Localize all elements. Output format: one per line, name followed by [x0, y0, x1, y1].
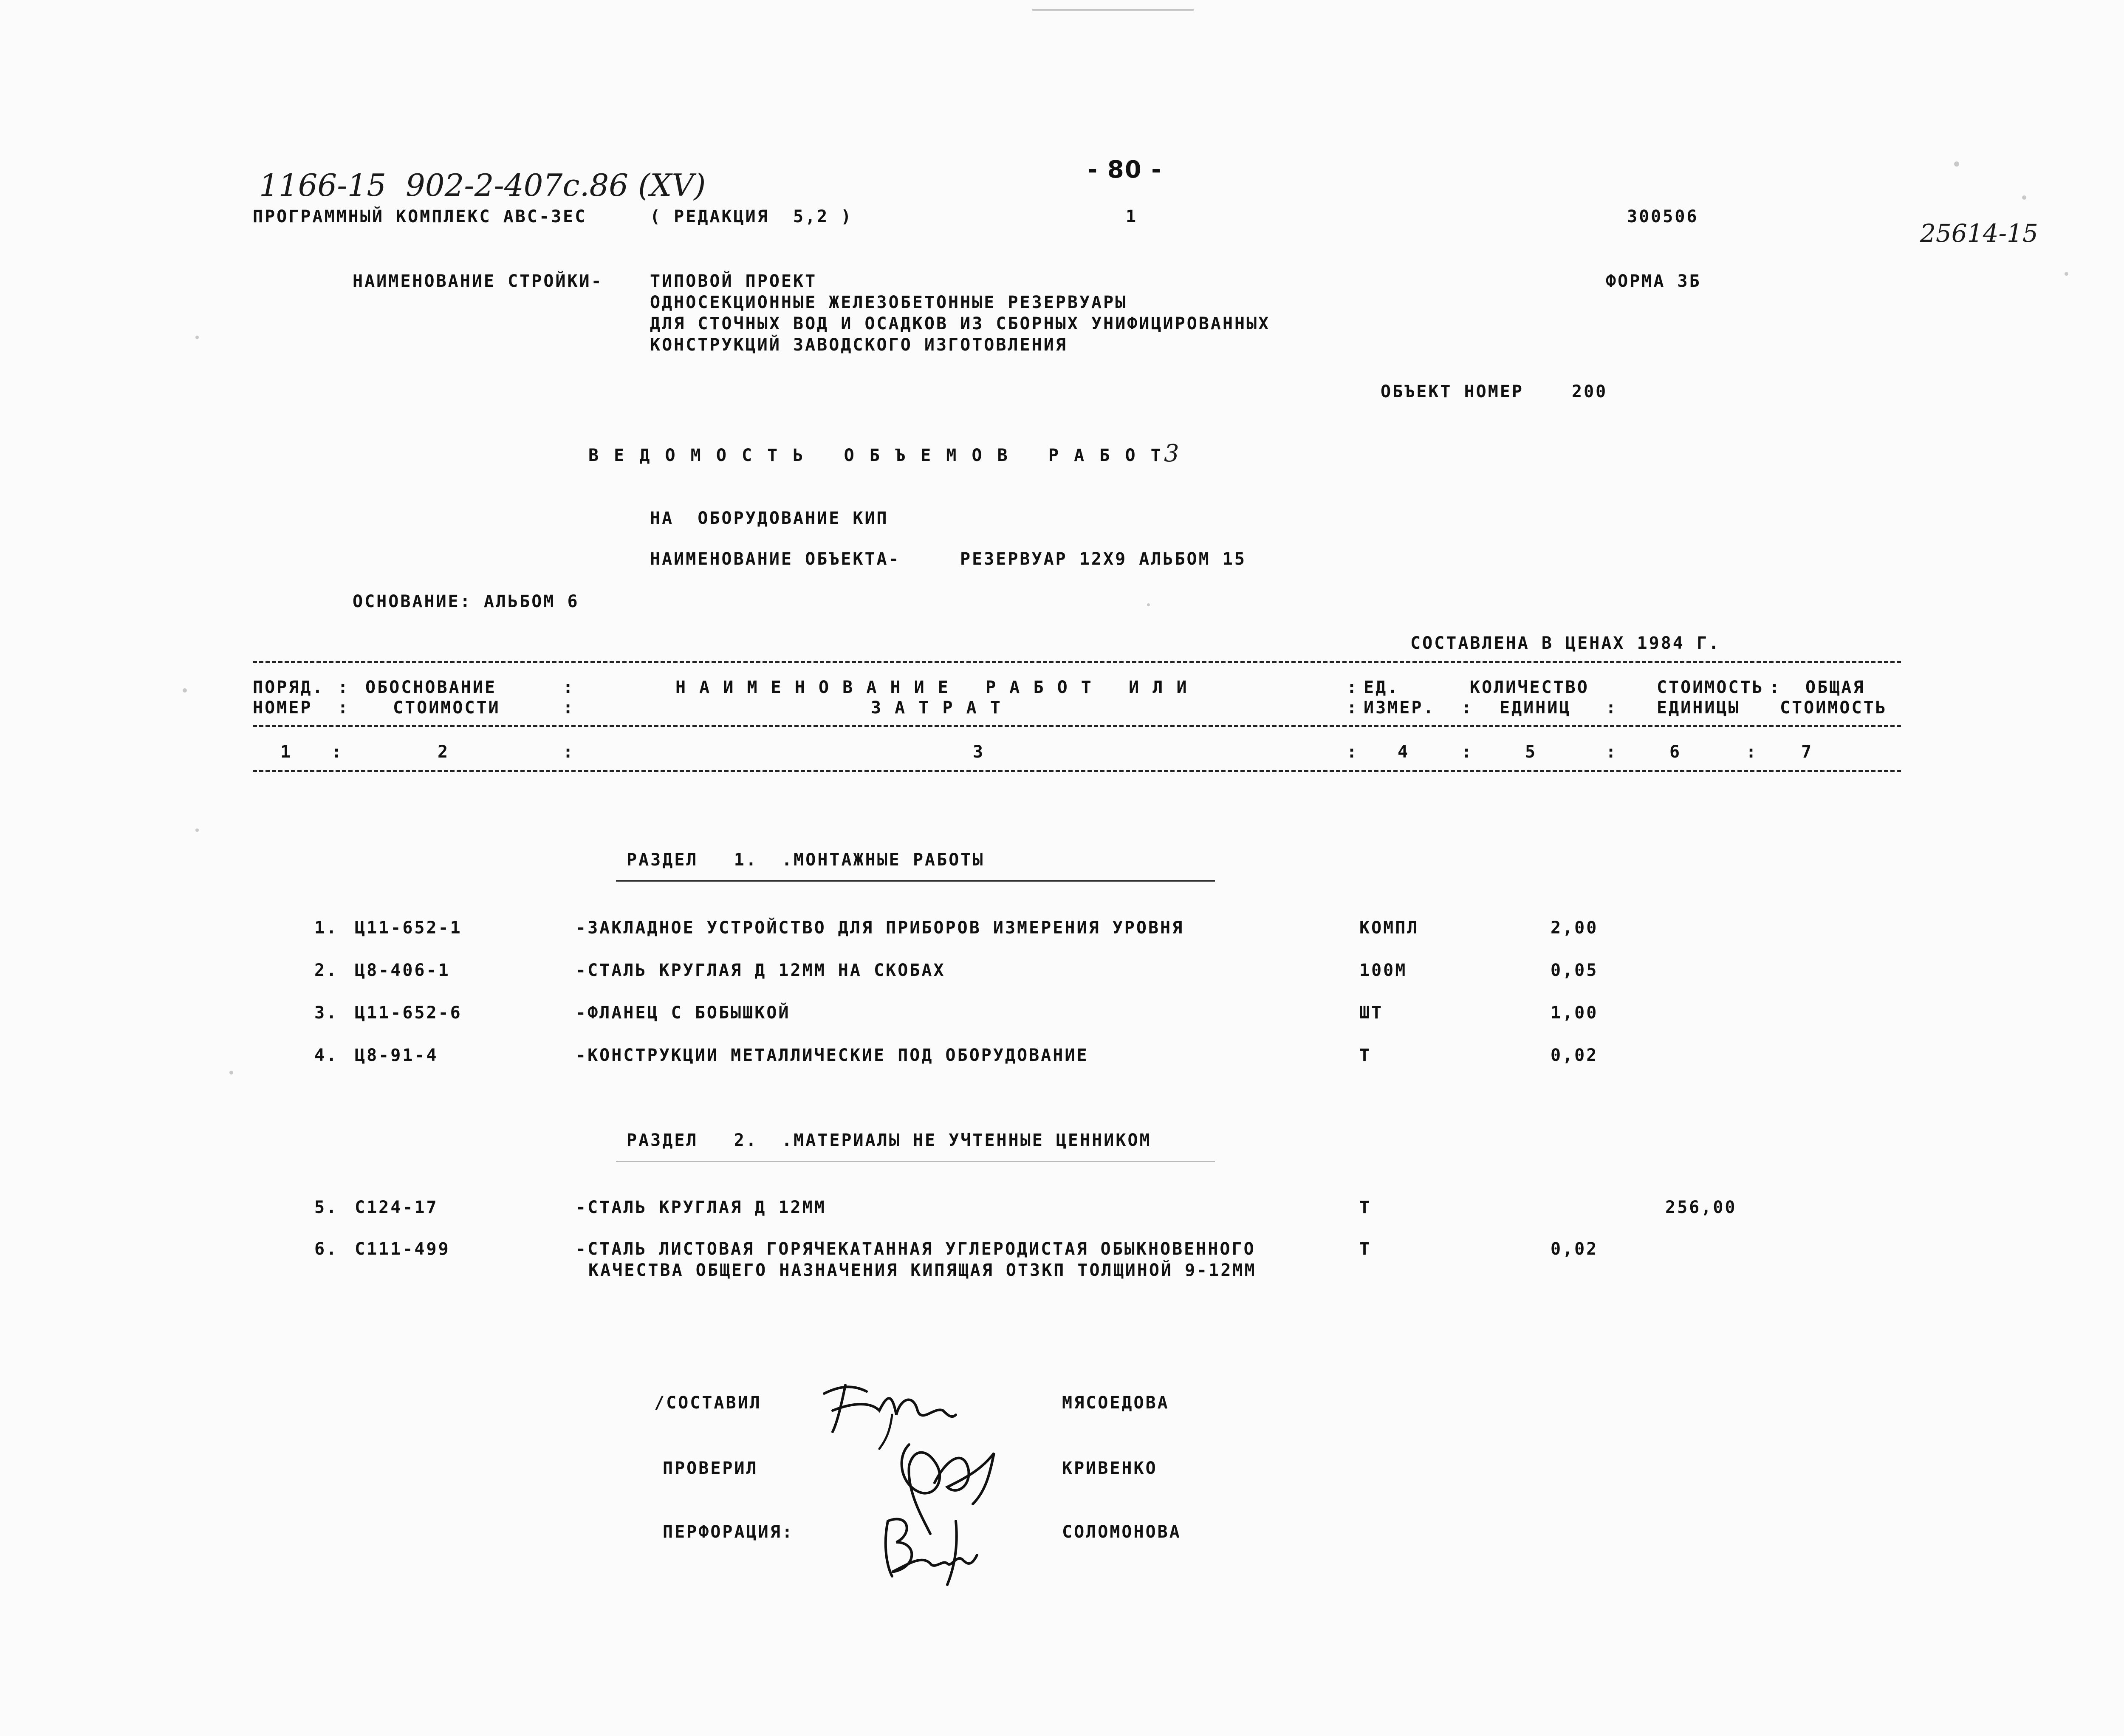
- header-separator: :: [563, 678, 575, 697]
- project-line-2: ОДНОСЕКЦИОННЫЕ ЖЕЛЕЗОБЕТОННЫЕ РЕЗЕРВУАРЫ: [650, 293, 1127, 312]
- row-1-unit: КОМПЛ: [1359, 918, 1419, 938]
- object-number: 200: [1572, 382, 1608, 401]
- header-separator: :: [1746, 742, 1758, 762]
- project-line-3: ДЛЯ СТОЧНЫХ ВОД И ОСАДКОВ ИЗ СБОРНЫХ УНИФИЦИРОВАННЫХ: [650, 314, 1271, 334]
- scan-noise: [229, 1071, 233, 1074]
- row-5-unit: Т: [1359, 1198, 1372, 1217]
- header-unit-1: ЕД.: [1364, 678, 1400, 697]
- object-name: РЕЗЕРВУАР 12Х9 АЛЬБОМ 15: [960, 549, 1246, 569]
- header-unit-cost-1: СТОИМОСТЬ: [1657, 678, 1764, 697]
- row-1-quantity: 2,00: [1551, 918, 1599, 938]
- header-separator: :: [563, 742, 575, 762]
- row-6-quantity: 0,02: [1551, 1239, 1599, 1259]
- header-separators: :: [338, 678, 350, 697]
- header-separator: :: [1606, 742, 1618, 762]
- header-separator: :: [1461, 698, 1474, 718]
- header-separator: :: [1606, 698, 1618, 718]
- row-2-basis: Ц8-406-1: [355, 961, 450, 980]
- row-3-name: -ФЛАНЕЦ С БОБЫШКОЙ: [576, 1003, 791, 1023]
- page-number: - 80 -: [1087, 156, 1162, 184]
- header-unit-cost-2: ЕДИНИЦЫ: [1657, 698, 1740, 718]
- column-number-6: 6: [1669, 742, 1682, 762]
- row-4-number: 4.: [314, 1046, 339, 1065]
- row-4-quantity: 0,02: [1551, 1046, 1599, 1065]
- scan-noise: [2065, 272, 2068, 276]
- scan-noise: [2022, 195, 2026, 200]
- header-separator: :: [1347, 742, 1359, 762]
- header-works-1: Н А И М Е Н О В А Н И Е Р А Б О Т И Л И: [675, 678, 1189, 697]
- header-separator: :: [1347, 698, 1359, 718]
- row-3-unit: ШТ: [1359, 1003, 1384, 1023]
- object-number-label: ОБЪЕКТ НОМЕР: [1381, 382, 1524, 401]
- document-title: В Е Д О М О С Т Ь О Б Ъ Е М О В Р А Б О Т: [588, 446, 1164, 465]
- section-2-underline: [616, 1161, 1215, 1162]
- header-separator: :: [1347, 678, 1359, 697]
- row-3-number: 3.: [314, 1003, 339, 1023]
- document-code: 300506: [1627, 207, 1699, 226]
- row-2-name: -СТАЛЬ КРУГЛАЯ Д 12ММ НА СКОБАХ: [576, 961, 946, 980]
- project-line-4: КОНСТРУКЦИЙ ЗАВОДСКОГО ИЗГОТОВЛЕНИЯ: [650, 335, 1068, 355]
- program-name: ПРОГРАММНЫЙ КОМПЛЕКС АВС-ЗЕС: [253, 207, 587, 226]
- scan-noise: [195, 336, 199, 339]
- signature-name-checked: КРИВЕНКО: [1062, 1459, 1158, 1478]
- header-works-2: З А Т Р А Т: [871, 698, 1002, 718]
- row-6-name-continued: КАЧЕСТВА ОБЩЕГО НАЗНАЧЕНИЯ КИПЯЩАЯ ОТ3КП ТОЛЩИНОЙ 9-12ММ: [588, 1261, 1257, 1280]
- header-separator: :: [563, 698, 575, 718]
- subtitle: НА ОБОРУДОВАНИЕ КИП: [650, 509, 889, 528]
- row-5-unit-cost: 256,00: [1665, 1198, 1737, 1217]
- object-name-label: НАИМЕНОВАНИЕ ОБЪЕКТА-: [650, 549, 901, 569]
- form-label: ФОРМА 3Б: [1606, 271, 1701, 291]
- column-number-3: 3: [973, 742, 985, 762]
- header-quantity-2: ЕДИНИЦ: [1500, 698, 1571, 718]
- scan-noise: [195, 828, 199, 832]
- scan-artifact-line: [1032, 9, 1194, 11]
- table-top-rule: [253, 661, 1901, 663]
- column-number-2: 2: [438, 742, 450, 762]
- row-2-number: 2.: [314, 961, 339, 980]
- project-line-1: ТИПОВОЙ ПРОЕКТ: [650, 271, 817, 291]
- title-number: 3: [1164, 440, 1179, 467]
- row-6-name: -СТАЛЬ ЛИСТОВАЯ ГОРЯЧЕКАТАННАЯ УГЛЕРОДИСТАЯ ОБЫКНОВЕННОГО: [576, 1239, 1256, 1259]
- table-header-rule: [253, 725, 1901, 727]
- row-5-name: -СТАЛЬ КРУГЛАЯ Д 12ММ: [576, 1198, 826, 1217]
- handwritten-corner-code: 25614-15: [1920, 219, 2038, 248]
- row-5-number: 5.: [314, 1198, 339, 1217]
- row-1-name: -ЗАКЛАДНОЕ УСТРОЙСТВО ДЛЯ ПРИБОРОВ ИЗМЕРЕНИЯ УРОВНЯ: [576, 918, 1184, 938]
- signature-role-compiled: /СОСТАВИЛ: [654, 1393, 762, 1413]
- section-1-underline: [616, 880, 1215, 882]
- header-separator: :: [338, 698, 350, 718]
- header-order-number-1: ПОРЯД.: [253, 678, 325, 697]
- row-2-unit: 100М: [1359, 961, 1407, 980]
- header-basis-2: СТОИМОСТИ: [393, 698, 500, 718]
- column-number-4: 4: [1398, 742, 1410, 762]
- header-separator: :: [1461, 742, 1474, 762]
- row-4-unit: Т: [1359, 1046, 1372, 1065]
- signature-name-perforation: СОЛОМОНОВА: [1062, 1522, 1181, 1542]
- header-separator: :: [1769, 678, 1782, 697]
- row-5-basis: С124-17: [355, 1198, 438, 1217]
- row-3-basis: Ц11-652-6: [355, 1003, 462, 1023]
- header-total-cost-1: ОБЩАЯ: [1805, 678, 1865, 697]
- prices-line: СОСТАВЛЕНА В ЦЕНАХ 1984 Г.: [1410, 633, 1721, 653]
- row-2-quantity: 0,05: [1551, 961, 1599, 980]
- section-1-title: РАЗДЕЛ 1. .МОНТАЖНЫЕ РАБОТЫ: [627, 850, 985, 870]
- row-3-quantity: 1,00: [1551, 1003, 1599, 1023]
- signature-role-checked: ПРОВЕРИЛ: [663, 1459, 758, 1478]
- header-total-cost-2: СТОИМОСТЬ: [1780, 698, 1887, 718]
- signature-name-compiled: МЯСОЕДОВА: [1062, 1393, 1169, 1413]
- handwritten-archive-code: 1166-15 902-2-407с.86 (XV): [259, 167, 706, 203]
- column-number-7: 7: [1801, 742, 1813, 762]
- column-number-1: 1: [280, 742, 293, 762]
- row-6-unit: Т: [1359, 1239, 1372, 1259]
- signature-role-perforation: ПЕРФОРАЦИЯ:: [663, 1522, 794, 1542]
- section-2-title: РАЗДЕЛ 2. .МАТЕРИАЛЫ НЕ УЧТЕННЫЕ ЦЕННИКОМ: [627, 1131, 1152, 1150]
- header-unit-2: ИЗМЕР.: [1364, 698, 1435, 718]
- row-4-basis: Ц8-91-4: [355, 1046, 438, 1065]
- project-label: НАИМЕНОВАНИЕ СТРОЙКИ-: [353, 271, 603, 291]
- column-number-5: 5: [1525, 742, 1537, 762]
- row-6-basis: С111-499: [355, 1239, 450, 1259]
- handwritten-signature-perforation: [871, 1504, 981, 1589]
- header-separator: :: [331, 742, 344, 762]
- header-quantity-1: КОЛИЧЕСТВО: [1470, 678, 1589, 697]
- program-edition: ( РЕДАКЦИЯ 5,2 ): [650, 207, 853, 226]
- header-basis-1: ОБОСНОВАНИЕ: [365, 678, 497, 697]
- scan-noise: [1147, 603, 1150, 606]
- row-1-basis: Ц11-652-1: [355, 918, 462, 938]
- row-1-number: 1.: [314, 918, 339, 938]
- row-6-number: 6.: [314, 1239, 339, 1259]
- table-numbers-rule: [253, 770, 1901, 772]
- scan-noise: [183, 688, 187, 693]
- sheet-number: 1: [1126, 207, 1138, 226]
- header-order-number-2: НОМЕР: [253, 698, 313, 718]
- scan-noise: [1954, 161, 1959, 167]
- basis-line: ОСНОВАНИЕ: АЛЬБОМ 6: [353, 592, 579, 611]
- row-4-name: -КОНСТРУКЦИИ МЕТАЛЛИЧЕСКИЕ ПОД ОБОРУДОВАНИЕ: [576, 1046, 1089, 1065]
